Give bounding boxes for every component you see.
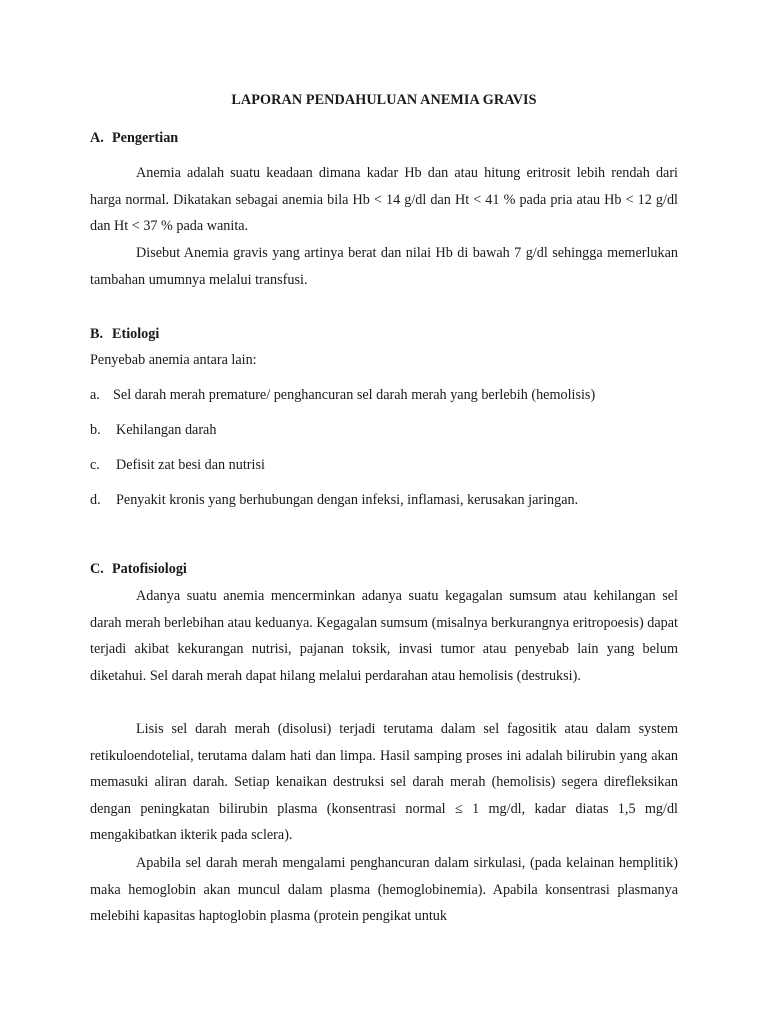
list-marker: c. — [90, 457, 100, 473]
list-marker: d. — [90, 492, 101, 508]
list-item — [90, 387, 595, 404]
list-item-text: Defisit zat besi dan nutrisi — [116, 457, 265, 473]
list-item-text: Penyakit kronis yang berhubungan dengan infeksi, inflamasi, kerusakan jaringan. — [116, 492, 579, 508]
section-a-heading — [90, 130, 178, 147]
section-a-number: A. — [90, 130, 104, 146]
section-b-intro: Penyebab anemia antara lain: — [90, 352, 257, 368]
list-item-text: Sel darah merah premature/ penghancuran sel darah merah yang berlebih (hemolisis) — [113, 387, 596, 403]
list-item — [90, 492, 578, 509]
list-item-text: Kehilangan darah — [116, 422, 217, 438]
section-b-heading — [90, 326, 159, 343]
list-item — [90, 457, 265, 474]
section-a-title: Pengertian — [112, 130, 179, 146]
section-c-heading — [90, 561, 187, 578]
section-b-title: Etiologi — [112, 326, 160, 342]
section-c-paragraph-3: Apabila sel darah merah mengalami penghancuran dalam sirkulasi, (pada kelainan hemplitik) maka hemoglobin akan muncul dalam plasma (hemoglobinemia). Apabila konsentrasi plasmanya melebihi kapasitas haptoglobin plasma (protein pengikat untuk — [90, 855, 678, 925]
section-a-paragraph-2: Disebut Anemia gravis yang artinya berat dan nilai Hb di bawah 7 g/dl sehingga memerlukan tambahan umumnya melalui transfusi. — [90, 245, 678, 288]
list-marker: b. — [90, 422, 101, 438]
section-c-number: C. — [90, 561, 104, 577]
document-title: LAPORAN PENDAHULUAN ANEMIA GRAVIS — [231, 92, 537, 108]
section-b-number: B. — [90, 326, 104, 342]
list-marker: a. — [90, 387, 100, 403]
list-item — [90, 422, 216, 439]
section-c-paragraph-2: Lisis sel darah merah (disolusi) terjadi terutama dalam sel fagositik atau dalam system retikuloendotelial, terutama dalam hati dan limpa. Hasil samping proses ini adalah bilirubin yang akan memasuki aliran darah. Setiap kenaikan destruksi sel darah merah (hemolisis) segera direfleksikan dengan peningkatan bilirubin plasma (konsentrasi normal ≤ 1 mg/dl, kadar diatas 1,5 mg/dl mengakibatkan ikterik pada sclera). — [90, 721, 678, 844]
section-c-paragraph-1: Adanya suatu anemia mencerminkan adanya suatu kegagalan sumsum atau kehilangan sel darah merah berlebihan atau keduanya. Kegagalan sumsum (misalnya berkurangnya eritropoesis) dapat terjadi akibat kekurangan nutrisi, pajanan toksik, invasi tumor atau penyebab lain yang belum diketahui. Sel darah merah dapat hilang melalui perdarahan atau hemolisis (destruksi). — [90, 588, 678, 684]
section-a-paragraph-1: Anemia adalah suatu keadaan dimana kadar Hb dan atau hitung eritrosit lebih rendah dari harga normal. Dikatakan sebagai anemia bila Hb < 14 g/dl dan Ht < 41 % pada pria atau Hb < 12 g/dl dan Ht < 37 % pada wanita. — [90, 165, 678, 235]
section-c-title: Patofisiologi — [112, 561, 187, 577]
